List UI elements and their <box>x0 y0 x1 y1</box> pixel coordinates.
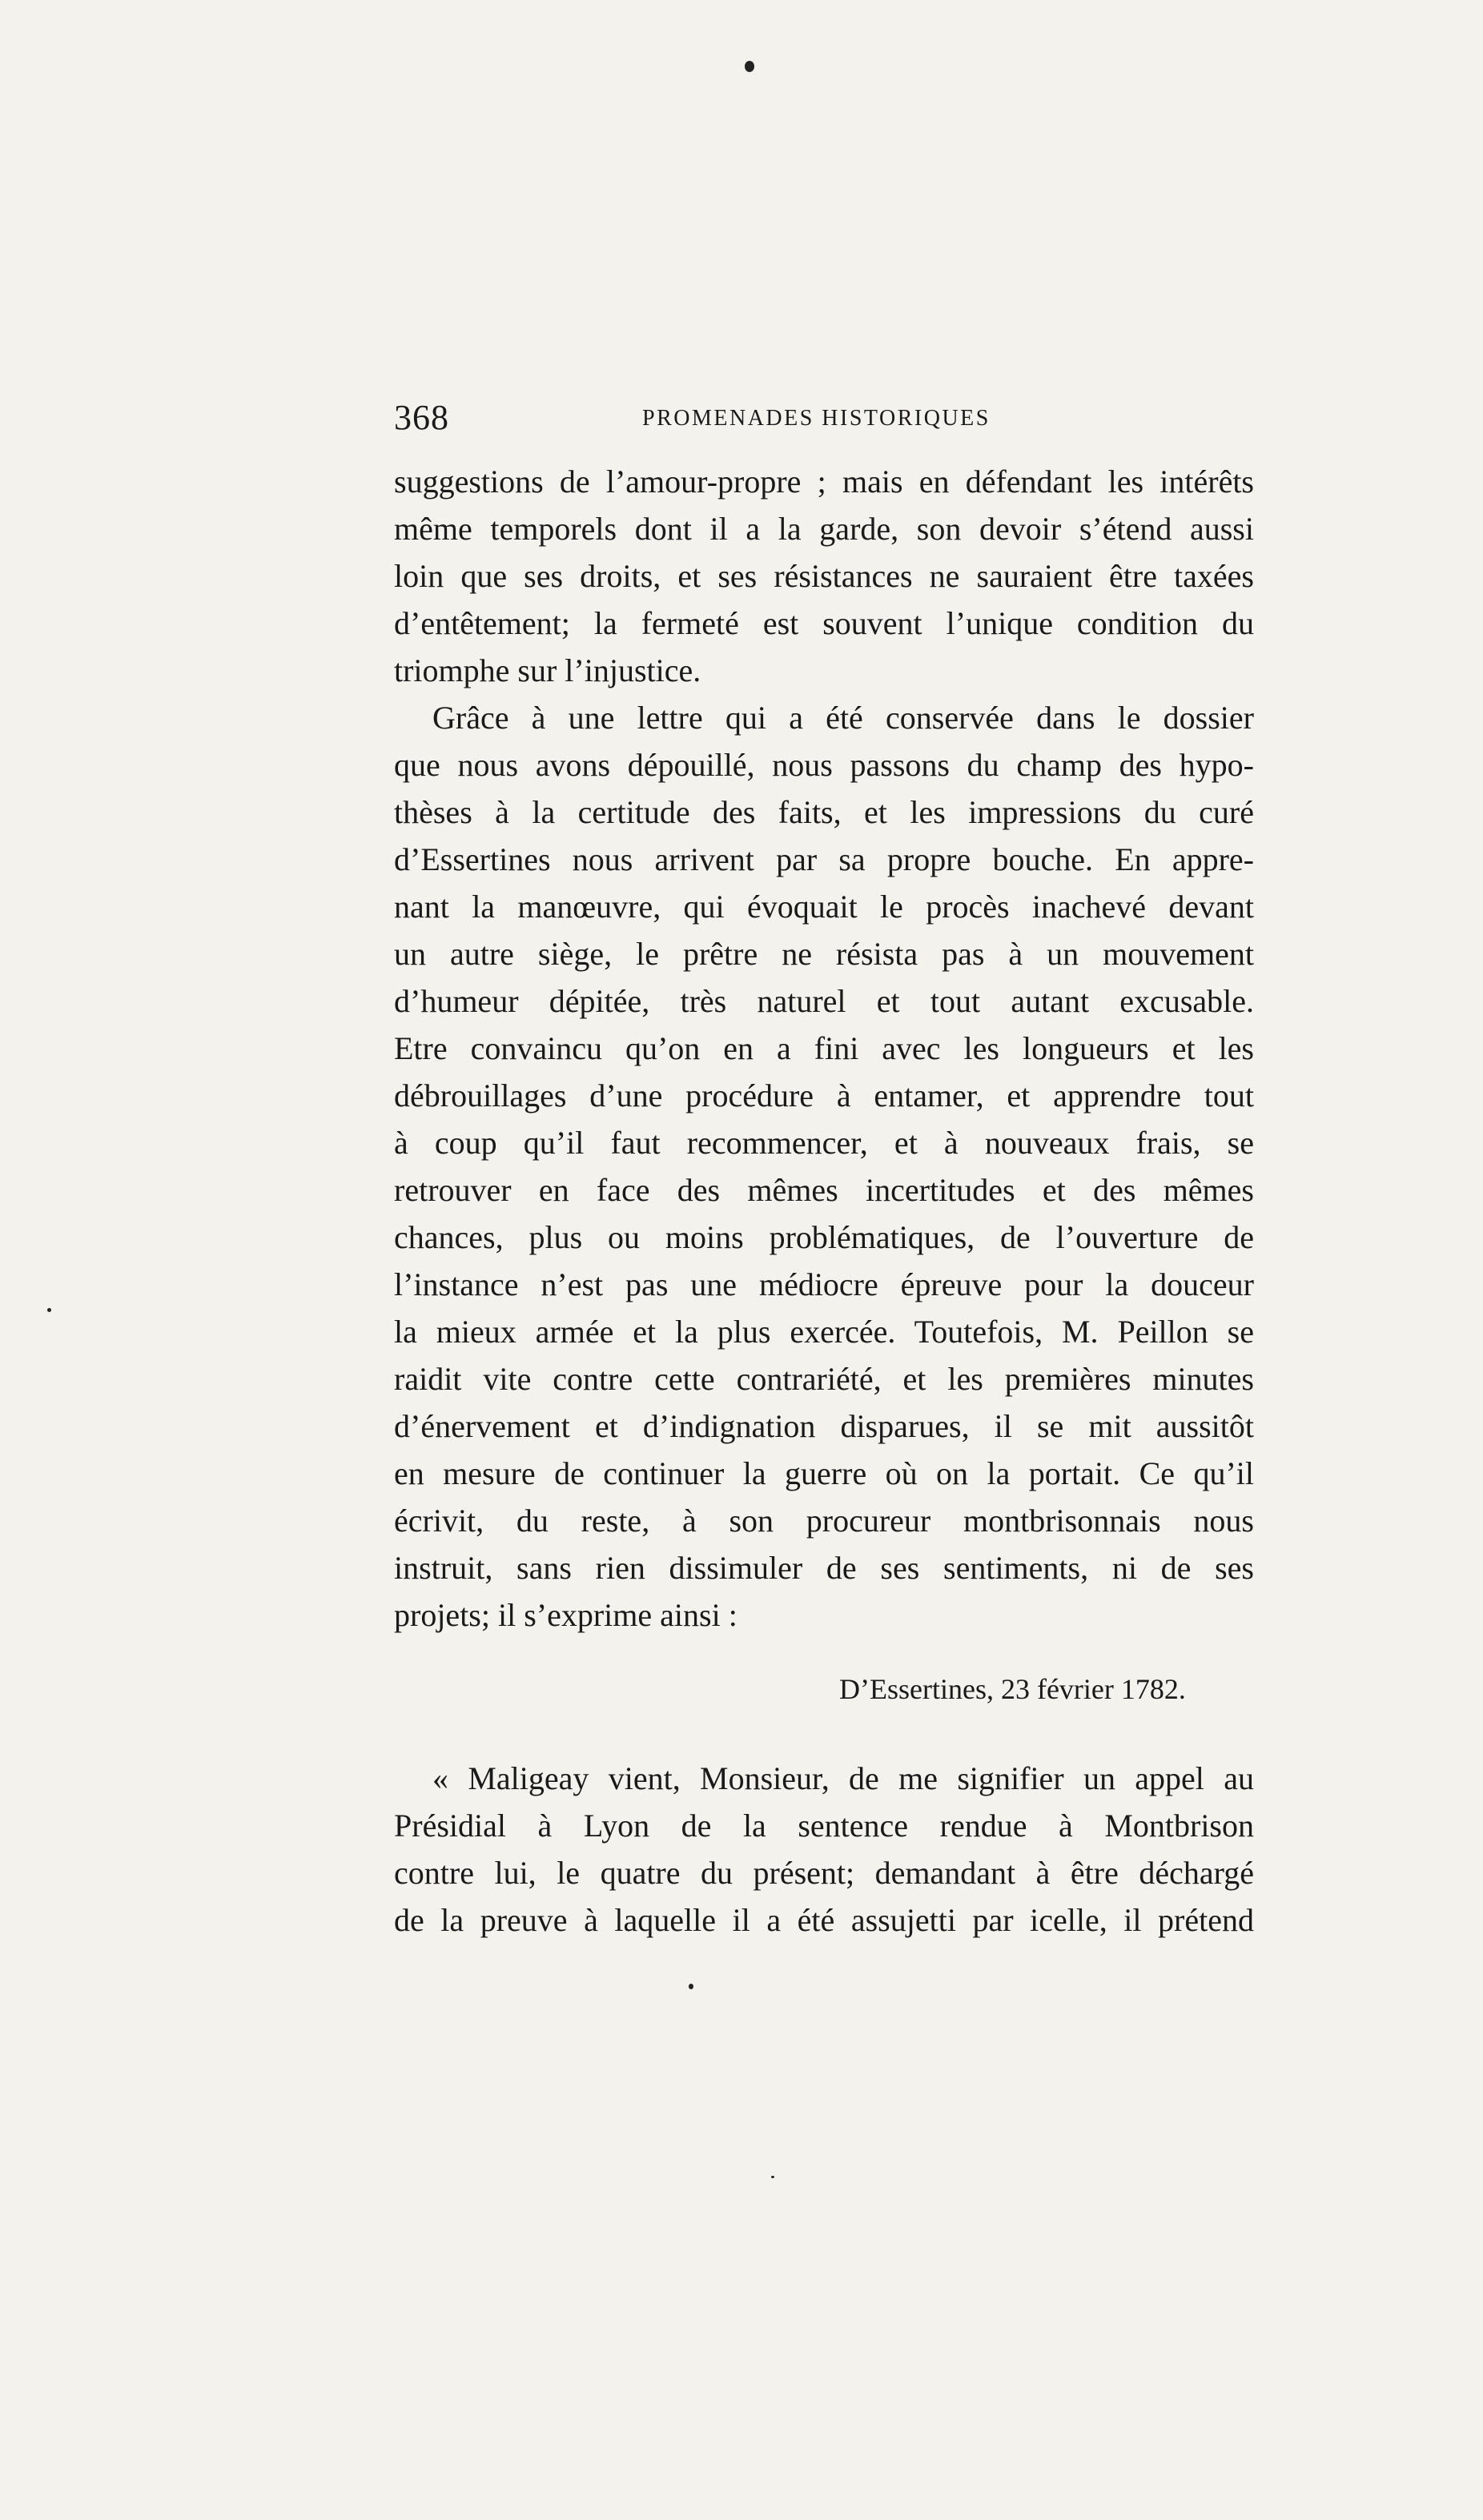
text-line: projets; il s’exprime ainsi : <box>394 1597 737 1633</box>
text-line: un autre siège, le prêtre ne résista pas à un mouvement <box>394 936 1254 972</box>
text-line: Présidial à Lyon de la sentence rendue à Montbrison <box>394 1808 1254 1844</box>
text-line: raidit vite contre cette contrariété, et les premières minutes <box>394 1361 1254 1397</box>
letter-dateline: D’Essertines, 23 février 1782. <box>839 1673 1186 1705</box>
text-line: de la preuve à laquelle il a été assujetti par icelle, il prétend <box>394 1902 1254 1938</box>
ink-speck <box>771 2176 774 2178</box>
text-line: que nous avons dépouillé, nous passons du champ des hypo- <box>394 747 1254 783</box>
page-number: 368 <box>394 398 449 437</box>
text-line: Etre convaincu qu’on en a fini avec les longueurs et les <box>394 1030 1254 1066</box>
page-header <box>394 394 1259 442</box>
text-line: suggestions de l’amour-propre ; mais en défendant les intérêts <box>394 463 1254 500</box>
text-line: même temporels dont il a la garde, son devoir s’étend aussi <box>394 511 1254 547</box>
body-text <box>394 458 1254 1639</box>
text-line: triomphe sur l’injustice. <box>394 652 701 688</box>
text-line: l’instance n’est pas une médiocre épreuve pour la douceur <box>394 1266 1254 1302</box>
text-line: en mesure de continuer la guerre où on la portait. Ce qu’il <box>394 1455 1254 1491</box>
text-line: d’Essertines nous arrivent par sa propre bouche. En appre- <box>394 841 1254 877</box>
text-line: thèses à la certitude des faits, et les impressions du curé <box>394 794 1254 830</box>
text-line: nant la manœuvre, qui évoquait le procès inachevé devant <box>394 889 1254 925</box>
text-line: chances, plus ou moins problématiques, de l’ouverture de <box>394 1219 1254 1255</box>
quoted-letter <box>394 1755 1254 1944</box>
ink-speck <box>689 1984 693 1989</box>
text-line: d’énervement et d’indignation disparues, il se mit aussitôt <box>394 1408 1254 1444</box>
text-line: loin que ses droits, et ses résistances ne sauraient être taxées <box>394 558 1254 594</box>
text-line: à coup qu’il faut recommencer, et à nouveaux frais, se <box>394 1125 1254 1161</box>
text-line: instruit, sans rien dissimuler de ses sentiments, ni de ses <box>394 1550 1254 1586</box>
text-line: d’entêtement; la fermeté est souvent l’unique condition du <box>394 605 1254 641</box>
text-line: retrouver en face des mêmes incertitudes et des mêmes <box>394 1172 1254 1208</box>
ink-speck <box>745 61 754 72</box>
text-line: Grâce à une lettre qui a été conservée dans le dossier <box>432 700 1254 736</box>
text-line: écrivit, du reste, à son procureur montbrisonnais nous <box>394 1503 1254 1539</box>
text-line: la mieux armée et la plus exercée. Toutefois, M. Peillon se <box>394 1314 1254 1350</box>
ink-speck <box>47 1308 51 1312</box>
text-line: « Maligeay vient, Monsieur, de me signifier un appel au <box>432 1760 1254 1796</box>
text-line: contre lui, le quatre du présent; demandant à être déchargé <box>394 1855 1254 1891</box>
text-line: débrouillages d’une procédure à entamer, et apprendre tout <box>394 1077 1254 1114</box>
text-line: d’humeur dépitée, très naturel et tout autant excusable. <box>394 983 1254 1019</box>
running-title: PROMENADES HISTORIQUES <box>642 406 991 431</box>
